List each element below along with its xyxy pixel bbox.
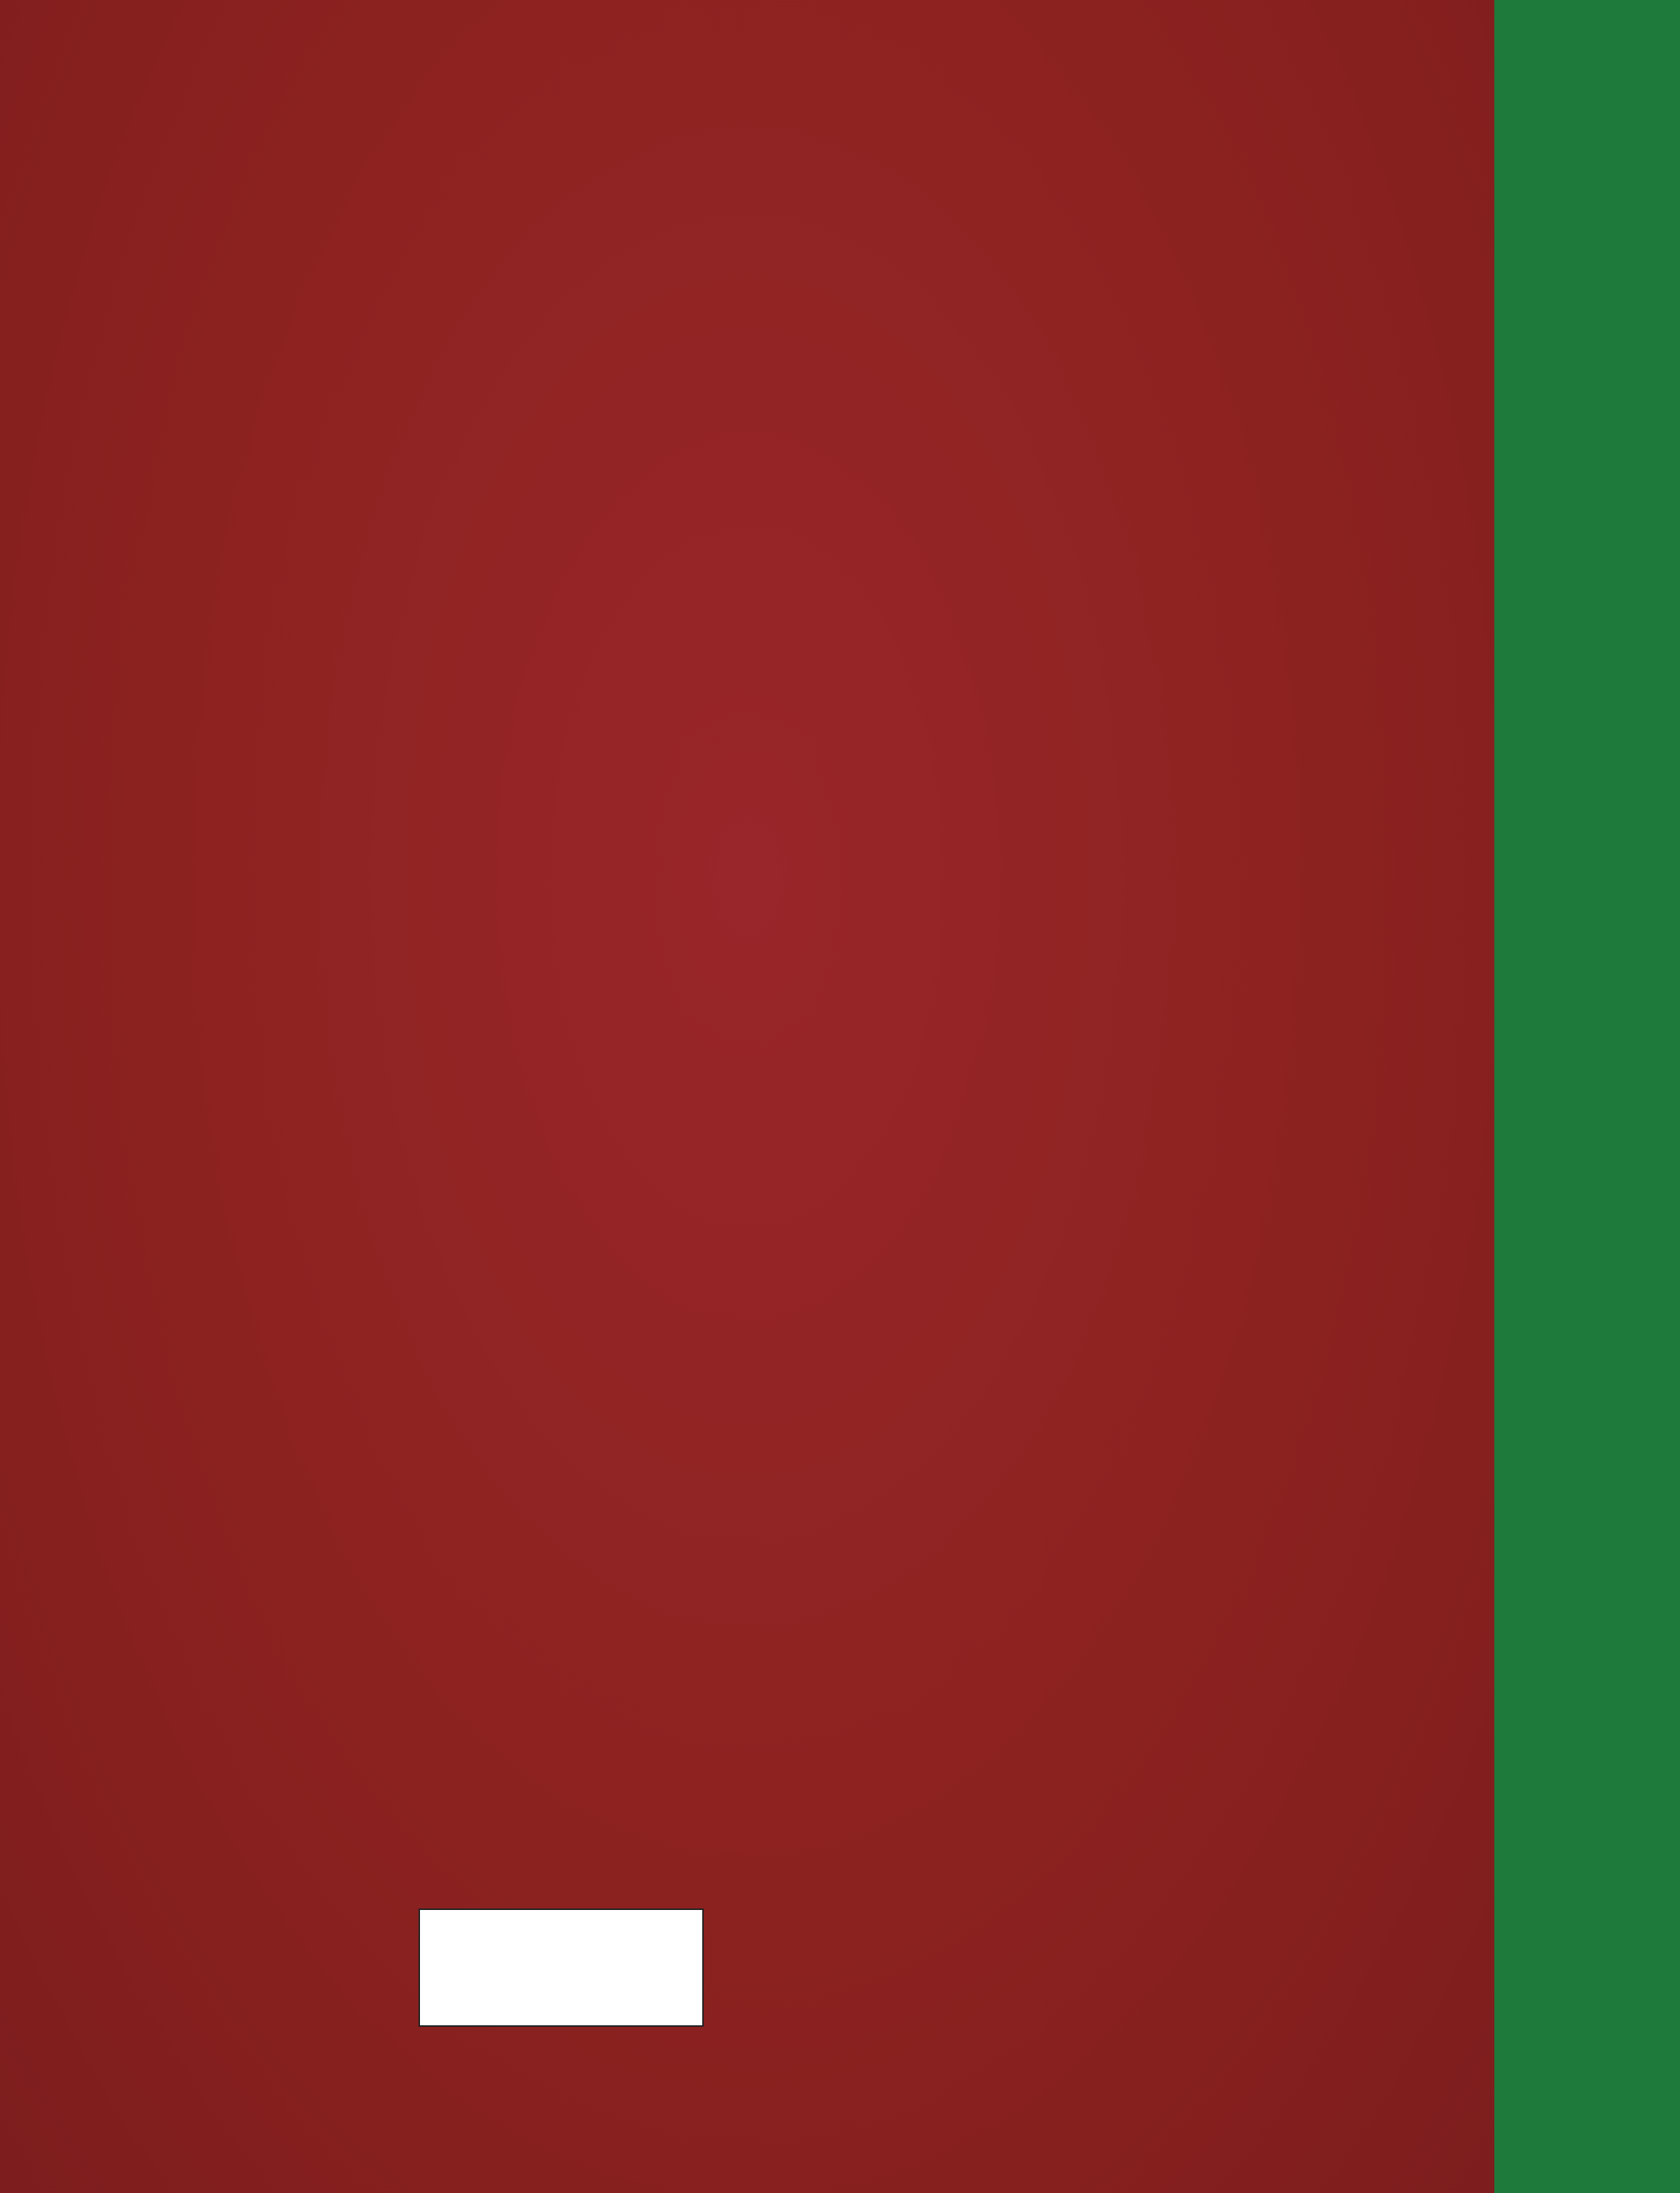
barcode-bars <box>433 1940 692 1992</box>
publisher-logo <box>776 1920 1090 1943</box>
light-garland <box>0 0 1494 314</box>
holly-pattern-strip <box>1494 0 1680 2193</box>
isbn-barcode <box>419 1908 704 2027</box>
holly-pattern <box>1494 0 1680 2193</box>
